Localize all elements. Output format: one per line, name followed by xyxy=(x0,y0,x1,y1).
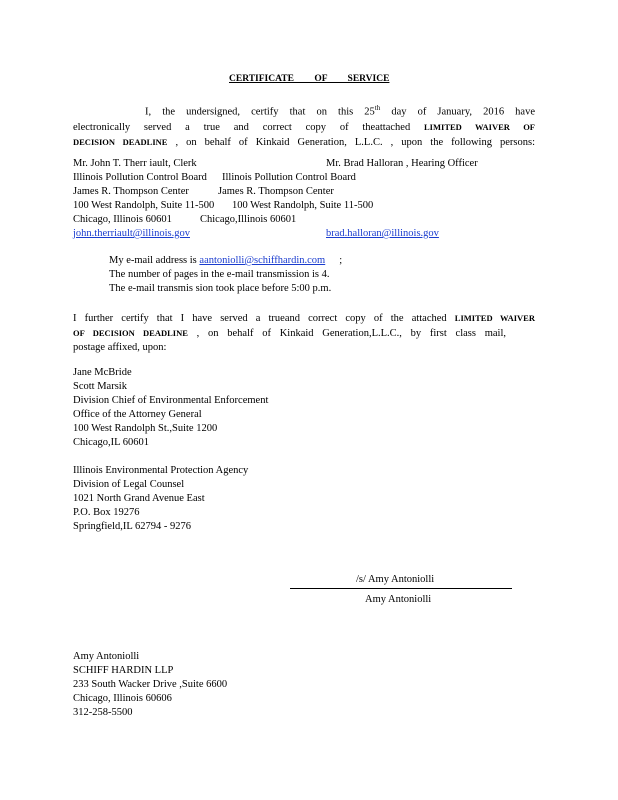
recipient-right-cont xyxy=(200,213,296,227)
email-info-block xyxy=(109,254,342,296)
recipient-right-email xyxy=(326,227,461,241)
address-line: Chicago, Illinois 60606 xyxy=(73,693,172,704)
address-line: P.O. Box 19276 xyxy=(73,507,140,518)
document-title: CERTIFICATE OF SERVICE xyxy=(229,74,390,84)
email-info-semicolon: ; xyxy=(339,255,343,266)
intro-line-2 xyxy=(73,120,535,135)
address-line: Springfield,IL 62794 - 9276 xyxy=(73,521,192,532)
recipient-right-line: Mr. Brad Halloran , Hearing Officer xyxy=(326,158,478,169)
intro-line-1-sup: th xyxy=(374,104,381,112)
recipient-right-cont xyxy=(222,171,356,185)
address-line: Division of Legal Counsel xyxy=(73,479,185,490)
address-line: Scott Marsik xyxy=(73,381,127,392)
document-name-bold-cont: DECISION DEADLINE xyxy=(73,136,168,147)
electronic-signature: /s/ Amy Antoniolli xyxy=(356,574,435,585)
address-line: 233 South Wacker Drive ,Suite 6600 xyxy=(73,679,228,690)
address-line: 1021 North Grand Avenue East xyxy=(73,493,205,504)
signatory-name: Amy Antoniolli xyxy=(365,594,432,605)
further-paragraph xyxy=(73,311,535,355)
address-line: Division Chief of Environmental Enforcement xyxy=(73,395,269,406)
further-line-1-text: I further certify that I have served a trueand correct copy of the attached xyxy=(73,313,447,324)
recipient-clerk-block xyxy=(73,157,216,241)
intro-line-3 xyxy=(73,135,535,150)
recipient-left-line: Mr. John T. Therr iault, Clerk xyxy=(73,158,197,169)
intro-line-1 xyxy=(73,101,535,120)
recipient-left-line: Illinois Pollution Control Board xyxy=(73,172,207,183)
recipient-right-line: Chicago,Illinois 60601 xyxy=(200,214,297,225)
recipient-right-line: James R. Thompson Center xyxy=(218,186,334,197)
sender-address-block xyxy=(73,650,227,720)
recipient-right-cont xyxy=(218,185,334,199)
address-line: Jane McBride xyxy=(73,367,132,378)
email-info-text: My e-mail address is xyxy=(109,255,197,266)
clerk-email-link[interactable]: john.therriault@illinois.gov xyxy=(73,228,190,239)
email-info-line-3: The e-mail transmis sion took place before 5:00 p.m. xyxy=(109,283,332,294)
mail-recipient-iepa xyxy=(73,464,248,534)
recipient-left-line: James R. Thompson Center xyxy=(73,186,189,197)
intro-line-3-text: , on behalf of Kinkaid Generation, L.L.C. , upon the following persons: xyxy=(175,136,535,148)
document-name-bold-2: LIMITED WAIVER xyxy=(454,313,535,323)
recipient-left-line: Chicago, Illinois 60601 xyxy=(73,214,172,225)
recipient-right-line: Illinois Pollution Control Board xyxy=(222,172,356,183)
recipient-left-line: 100 West Randolph, Suite 11-500 xyxy=(73,200,215,211)
document-name-bold-2-cont: OF DECISION DEADLINE xyxy=(73,328,188,338)
further-line-2-text: , on behalf of Kinkaid Generation,L.L.C., by first class mail, xyxy=(196,328,506,339)
recipient-right-line: 100 West Randolph, Suite 11-500 xyxy=(232,200,374,211)
address-line: 100 West Randolph St.,Suite 1200 xyxy=(73,423,218,434)
address-line: Chicago,IL 60601 xyxy=(73,437,150,448)
further-line-3: postage affixed, upon: xyxy=(73,342,167,353)
sender-email-link[interactable]: aantoniolli@schiffhardin.com xyxy=(199,255,326,266)
mail-recipient-attorney-general xyxy=(73,366,268,450)
further-line-1 xyxy=(73,311,535,326)
intro-line-1-text-b: day of January, 2016 have xyxy=(391,106,536,118)
document-name-bold: LIMITED WAIVER OF xyxy=(424,121,536,132)
intro-paragraph xyxy=(73,101,535,150)
hearing-officer-email-link[interactable]: brad.halloran@illinois.gov xyxy=(326,228,439,239)
recipient-hearing-officer-block xyxy=(326,157,478,171)
further-line-2 xyxy=(73,326,506,341)
recipient-right-cont xyxy=(232,199,373,213)
email-info-line-2: The number of pages in the e-mail transmission is 4. xyxy=(109,269,330,280)
phone-number: 312-258-5500 xyxy=(73,707,133,718)
email-info-line-1 xyxy=(109,254,342,268)
intro-line-1-text: I, the undersigned, certify that on this 25 xyxy=(145,106,375,118)
intro-line-2-text: electronically served a true and correct copy of theattached xyxy=(73,121,411,133)
address-line: Amy Antoniolli xyxy=(73,651,140,662)
address-line: SCHIFF HARDIN LLP xyxy=(73,665,174,676)
signature-line xyxy=(290,588,512,589)
address-line: Office of the Attorney General xyxy=(73,409,202,420)
address-line: Illinois Environmental Protection Agency xyxy=(73,465,249,476)
